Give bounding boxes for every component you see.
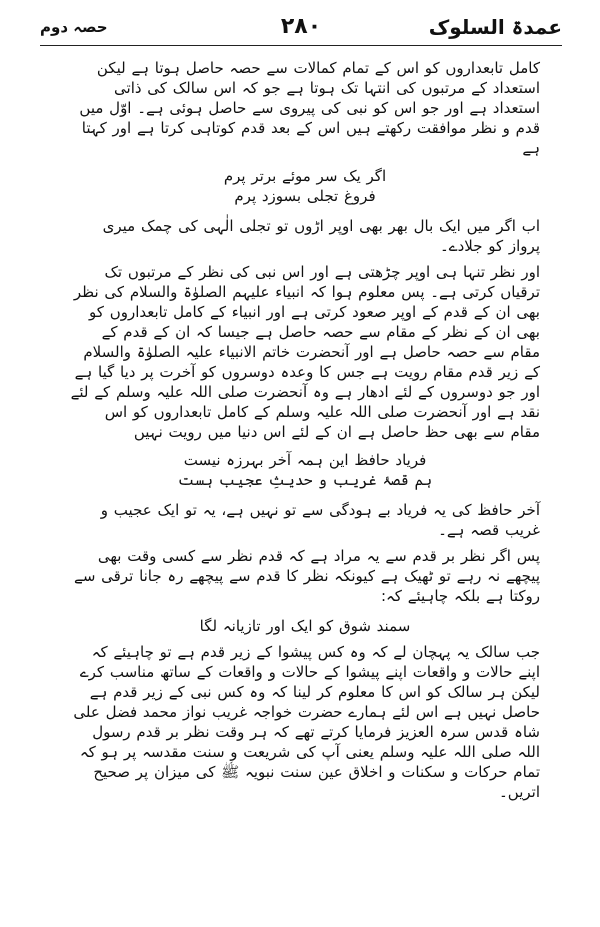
book-title: عمدۃ السلوک (428, 15, 562, 39)
couplet-2 (70, 450, 540, 490)
couplet-1-line-2: فروغ تجلی بسوزد پرم (234, 187, 376, 205)
paragraph-3: اور نظر تنہا ہی اوپر چڑھتی ہے اور اس نبی کی نظر کے مرتبوں تک ترقیاں کرتی ہے۔ پس معلوم ہوا کہ انبیاء علیہم الصلوٰۃ والسلام کی نظر بھی ان کے قدم کے اوپر صعود کرتی ہے اور انبیاء کے کامل تابعداروں کو بھی ان کے نظر کے مقام سے حصہ حاصل ہے جیسا کہ ان کے قدم کے مقام سے حصہ حاصل ہے اور آنحضرت خاتم الانبیاء علیہ الصلوٰۃ والسلام کے زیر قدم مقام رویت ہے جس کا وعدہ دوسروں کو آخرت پر دیا گیا ہے اور جو دوسروں کے لئے ادھار ہے وہ آنحضرت صلی اللہ علیہ وسلم کے لئے نقد ہے اور آنحضرت صلی اللہ علیہ وسلم کے کامل تابعداروں کو اس مقام سے بھی حظ حاصل ہے ان کے لئے اس دنیا میں رویت نہیں (70, 263, 540, 441)
verse-1-line: سمند شوق کو ایک اور تازیانہ لگا (199, 617, 411, 635)
paragraph-1: کامل تابعداروں کو اس کے تمام کمالات سے حصہ حاصل ہوتا ہے لیکن استعداد کے مرتبوں کی انتہا تک ہوتا ہے جو کہ اس سالک کی ذاتی استعداد ہے اور جو اس کو نبی کی پیروی سے حاصل ہوئی ہے۔ اوّل میں قدم و نظر موافقت رکھتے ہیں اس کے بعد قدم کوتاہی کرتا ہے اور کہتا ہے (79, 59, 540, 157)
paragraph-2: اب اگر میں ایک بال بھر بھی اوپر اڑوں تو تجلی الٰہی کی چمک میری پرواز کو جلادے۔ (102, 217, 540, 255)
couplet-2-line-2: ہم قصۂ غریب و حدیثِ عجیب ہست (177, 471, 433, 489)
header-divider (40, 45, 562, 46)
page-body (70, 58, 540, 808)
page-number: ۲۸۰ (280, 14, 322, 39)
verse-1 (70, 616, 540, 636)
paragraph-4: آخر حافظ کی یہ فریاد بے ہودگی سے تو نہیں ہے، یہ تو ایک عجیب و غریب قصہ ہے۔ (100, 501, 540, 539)
page-header (40, 10, 562, 50)
paragraph-5: پس اگر نظر بر قدم سے یہ مراد ہے کہ قدم نظر سے کسی وقت بھی پیچھے نہ رہے تو ٹھیک ہے کیونکہ نظر کا قدم سے پیچھے رہ جانا ترقی سے روکتا ہے بلکہ چاہیئے کہ: (74, 547, 540, 605)
couplet-1-line-1: اگر یک سر موئے برتر پرم (223, 167, 387, 185)
couplet-2-line-1: فریاد حافظ این ہمہ آخر بہرزہ نیست (183, 451, 427, 469)
paragraph-6: جب سالک یہ پہچان لے کہ وہ کس پیشوا کے زیر قدم ہے تو چاہیئے کہ اپنے حالات و واقعات اپنے پیشوا کے حالات و واقعات کے ساتھ مناسب کرے لیکن ہر سالک کو اس کا معلوم کر لینا کہ وہ کس نبی کے زیر قدم ہے حاصل نہیں ہے اس لئے ہمارے حضرت خواجہ غریب نواز محمد فضل علی شاہ قدس سرہ العزیز فرمایا کرتے تھے کہ ہر وقت نظر بر قدم رسول اللہ صلی اللہ علیہ وسلم یعنی آپ کی شریعت و سنت مقدسہ پر ہو کہ تمام حرکات و سکنات و اخلاق عین سنت نبویہ ﷺ کی میزان پر صحیح اتریں۔ (73, 643, 540, 801)
couplet-1 (70, 166, 540, 206)
section-label: حصہ دوم (40, 18, 108, 36)
